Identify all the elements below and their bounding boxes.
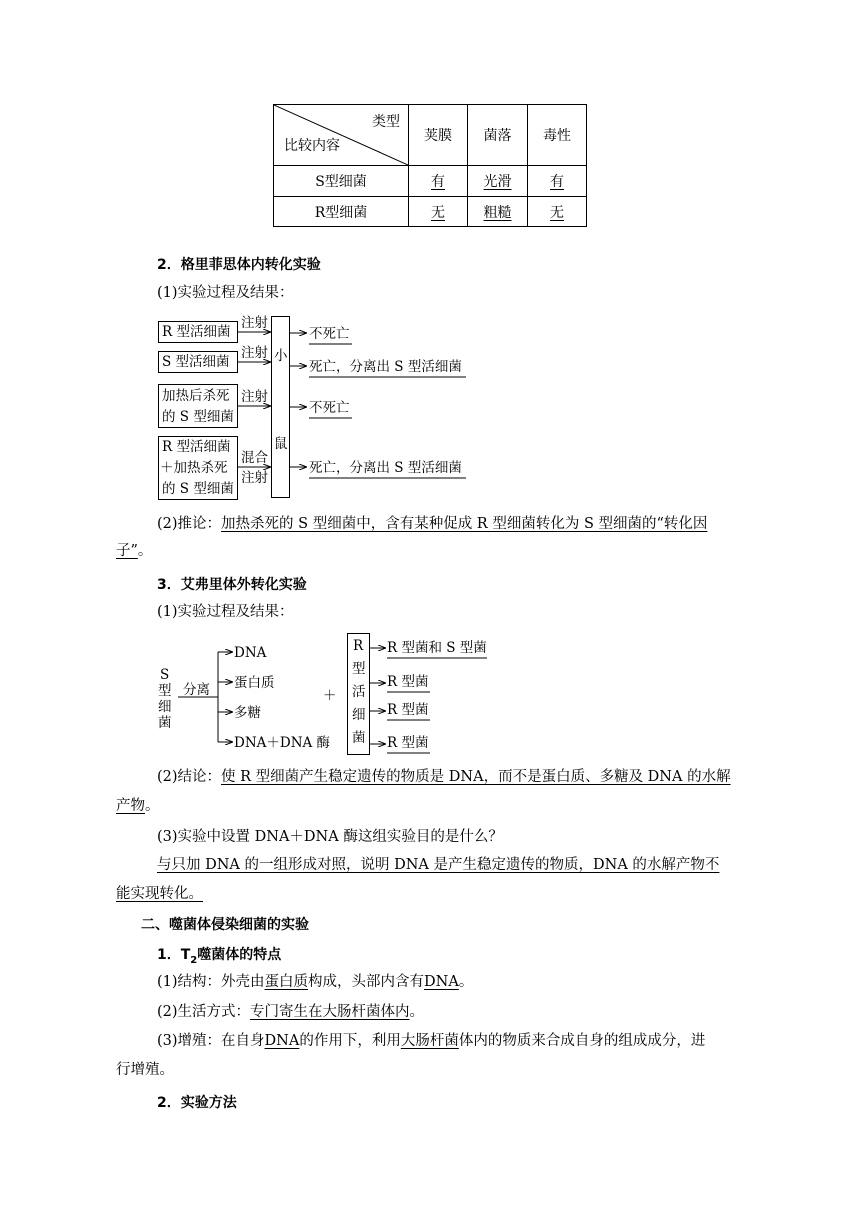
- reproduction-text: (3)增殖：在自身: [157, 1033, 265, 1049]
- plus-sign: ＋: [323, 688, 337, 704]
- inject-label: 注射: [241, 315, 268, 331]
- result-survive: 不死亡: [309, 400, 350, 416]
- part-title-phage: 二、噬菌体侵染细菌的实验: [141, 917, 309, 933]
- structure-line: [157, 972, 473, 992]
- step-process-label: (1)实验过程及结果：: [157, 604, 294, 620]
- box-heat-killed-s-line2: 的 S 型细菌: [162, 409, 234, 425]
- column-header: 毒性: [528, 105, 587, 166]
- conclusion-text: 使 R 型细菌产生稳定遗传的物质是 DNA，而不是蛋白质、多糖及 DNA 的水解: [221, 769, 731, 785]
- inject-label: 注射: [241, 470, 268, 486]
- lifestyle-answer: 专门寄生在大肠杆菌体内: [250, 1004, 410, 1020]
- r-box-label-5: 菌: [352, 730, 366, 746]
- header-type-label: 类型: [372, 114, 400, 130]
- structure-answer-protein: 蛋白质: [264, 974, 309, 990]
- s-bacteria-label-4: 菌: [158, 715, 172, 731]
- section-title-avery: 3．艾弗里体外转化实验: [157, 577, 307, 593]
- conclusion-line2: [116, 796, 160, 816]
- table-cell: 光滑: [468, 166, 528, 197]
- table-cell: 有: [409, 166, 468, 197]
- subsection-title-t2: [157, 944, 281, 966]
- r-box-label-1: R: [353, 638, 364, 654]
- inference-prefix: (2)推论：: [157, 516, 222, 532]
- box-mix-line2: ＋加热杀死: [160, 460, 228, 476]
- structure-text: 构成，头部内含有: [308, 974, 425, 990]
- result-r: R 型菌: [387, 702, 429, 718]
- reproduction-line1: [157, 1031, 705, 1051]
- column-header: 菌落: [468, 105, 528, 166]
- header-compare-label: 比较内容: [284, 138, 340, 154]
- structure-text: (1)结构：外壳由: [157, 974, 265, 990]
- reproduction-text: 体内的物质来合成自身的组成成分，进: [458, 1033, 706, 1049]
- inject-label: 注射: [241, 389, 268, 405]
- table-cell: 粗糙: [468, 197, 528, 227]
- structure-end: 。: [458, 974, 474, 990]
- result-die-s-isolated: 死亡，分离出 S 型活细菌: [309, 460, 462, 476]
- component-dna-dnase: DNA＋DNA 酶: [234, 735, 331, 751]
- r-box-label-4: 细: [352, 707, 366, 723]
- answer-3-line1: 与只加 DNA 的一组形成对照，说明 DNA 是产生稳定遗传的物质，DNA 的水解产物不: [157, 857, 720, 873]
- inference-text: 加热杀死的 S 型细菌中，含有某种促成 R 型细菌转化为 S 型细菌的“转化因: [221, 516, 708, 532]
- separate-label: 分离: [183, 682, 210, 698]
- s-bacteria-label-2: 型: [158, 683, 172, 699]
- result-r: R 型菌: [387, 674, 429, 690]
- reproduction-line2: 行增殖。: [116, 1062, 174, 1078]
- box-mix-line3: 的 S 型细菌: [162, 481, 234, 497]
- component-polysaccharide: 多糖: [234, 705, 261, 721]
- lifestyle-line: [157, 1002, 424, 1022]
- table-cell: 有: [528, 166, 587, 197]
- mouse-label-bottom: 鼠: [274, 436, 288, 452]
- r-box-label-2: 型: [352, 661, 366, 677]
- lifestyle-end: 。: [409, 1004, 425, 1020]
- component-dna: DNA: [234, 645, 267, 661]
- reproduction-answer-dna: DNA: [264, 1033, 300, 1049]
- row-label: R型细菌: [274, 197, 409, 227]
- conclusion-end: 。: [145, 798, 160, 814]
- box-mix-line1: R 型活细菌: [162, 439, 231, 455]
- reproduction-answer-ecoli: 大肠杆菌: [400, 1033, 459, 1049]
- result-r-and-s: R 型菌和 S 型菌: [387, 640, 487, 656]
- mix-label: 混合: [241, 450, 268, 466]
- inference-end: 。: [137, 543, 153, 559]
- question-3: (3)实验中设置 DNA＋DNA 酶这组实验目的是什么？: [157, 829, 503, 845]
- subsection-title-method: 2．实验方法: [157, 1095, 237, 1111]
- r-box-label-3: 活: [352, 684, 366, 700]
- box-r-live: R 型活细菌: [162, 324, 231, 340]
- conclusion-text-cont: 产物: [116, 798, 145, 814]
- result-die-s-isolated: 死亡，分离出 S 型活细菌: [309, 359, 462, 375]
- t2-title-suffix: 噬菌体的特点: [197, 947, 282, 963]
- t2-subscript: 2: [190, 954, 198, 966]
- reproduction-text: 的作用下，利用: [299, 1033, 401, 1049]
- column-header: 荚膜: [409, 105, 468, 166]
- result-survive: 不死亡: [309, 326, 350, 342]
- inject-label: 注射: [241, 345, 268, 361]
- t2-title-prefix: 1．T: [157, 947, 191, 963]
- answer-3-line2: 能实现转化。: [116, 886, 203, 902]
- s-bacteria-label-1: S: [160, 667, 170, 683]
- lifestyle-text: (2)生活方式：: [157, 1004, 251, 1020]
- component-protein: 蛋白质: [234, 675, 275, 691]
- step-process-label: (1)实验过程及结果：: [157, 285, 294, 301]
- table-cell: 无: [528, 197, 587, 227]
- box-heat-killed-s-line1: 加热后杀死: [162, 388, 230, 404]
- conclusion-line1: [157, 767, 731, 787]
- section-title-griffith: 2．格里菲思体内转化实验: [157, 257, 321, 273]
- s-bacteria-label-3: 细: [158, 699, 172, 715]
- box-s-live: S 型活细菌: [162, 354, 230, 370]
- conclusion-prefix: (2)结论：: [157, 769, 222, 785]
- result-r: R 型菌: [387, 735, 429, 751]
- table-cell: 无: [409, 197, 468, 227]
- mouse-label-top: 小: [274, 348, 288, 364]
- inference-text-cont: 子”: [116, 543, 138, 559]
- row-label: S型细菌: [274, 166, 409, 197]
- structure-answer-dna: DNA: [424, 974, 459, 990]
